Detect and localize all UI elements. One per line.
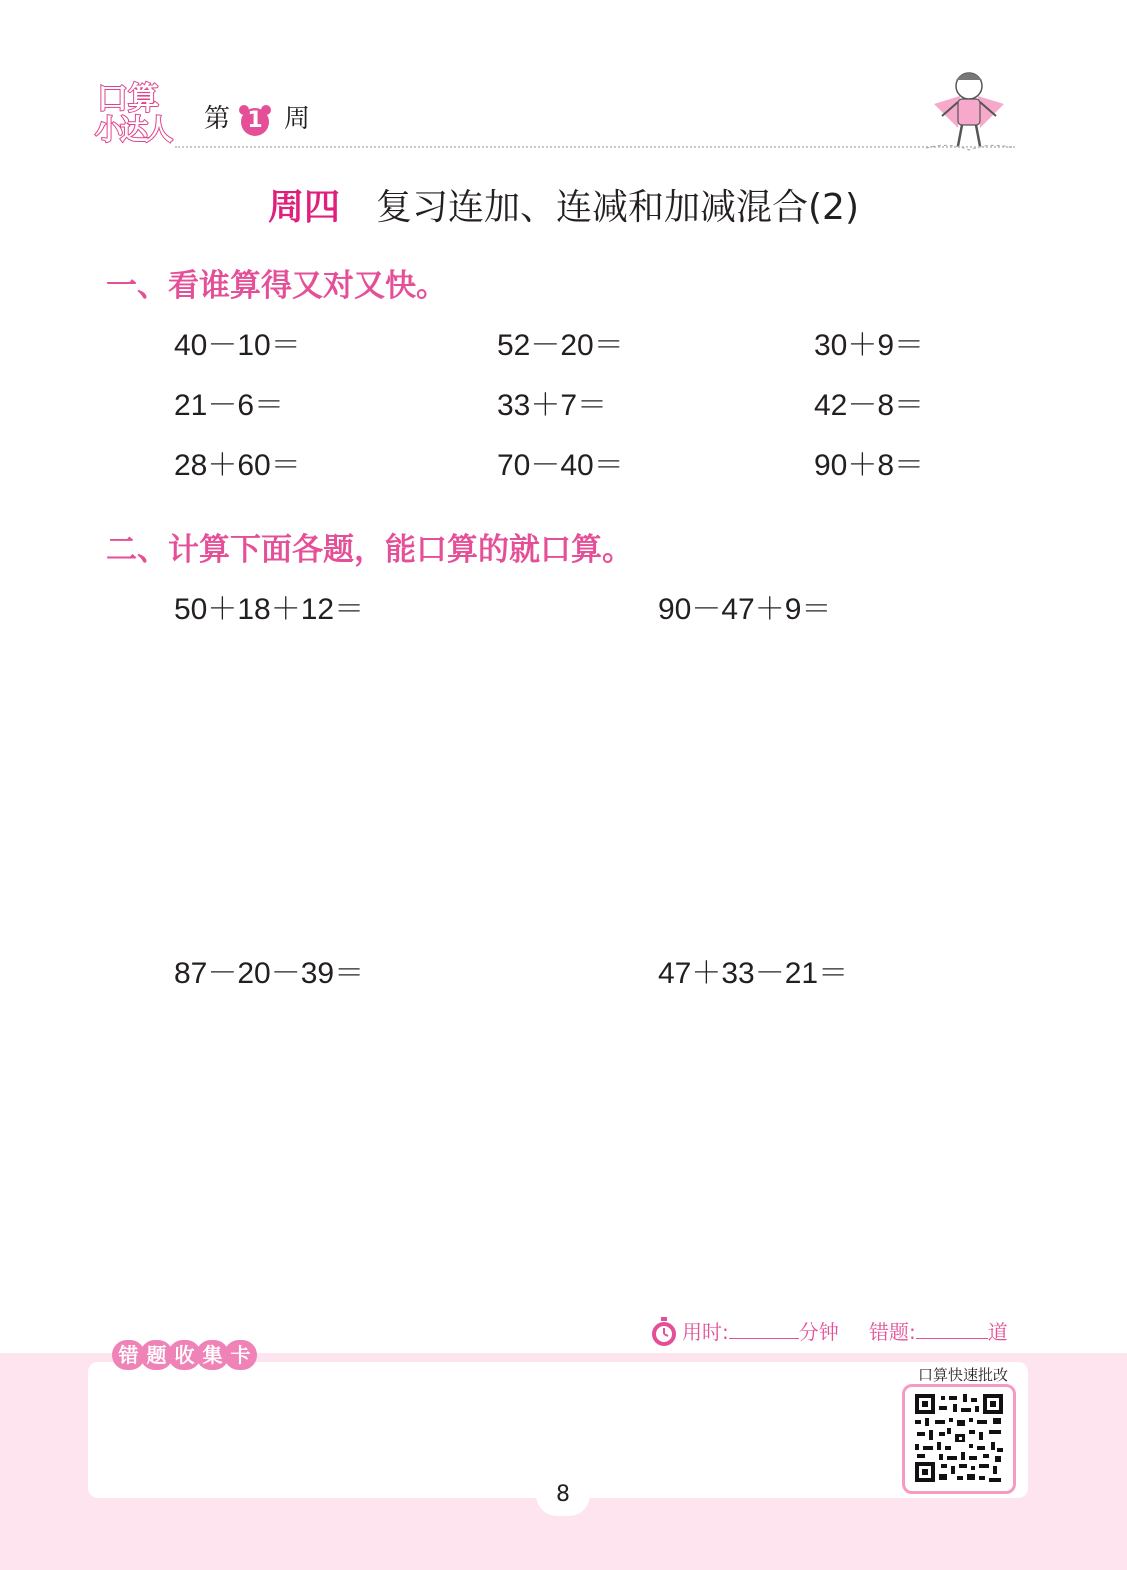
- section2-heading: 二、计算下面各题，能口算的就口算。: [106, 532, 633, 568]
- qr-label: 口算快速批改: [917, 1366, 1008, 1384]
- problem: 30＋9＝: [814, 329, 925, 362]
- logo-line1: 口算: [97, 81, 159, 117]
- title-text: 复习连加、连减和加减混合(2): [376, 187, 859, 228]
- page-title: [0, 186, 1127, 230]
- time-unit: 分钟: [798, 1320, 839, 1344]
- problem: 87－20－39＝: [174, 957, 365, 990]
- card-title-char: 错: [118, 1343, 139, 1367]
- card-title-char: 集: [202, 1343, 223, 1367]
- problem: 50＋18＋12＝: [174, 593, 365, 626]
- problem: 42－8＝: [814, 389, 925, 422]
- errors-unit: 道: [987, 1320, 1008, 1344]
- section1-heading: 一、看谁算得又对又快。: [106, 268, 447, 304]
- logo-line2: 小达人: [95, 113, 171, 146]
- card-title-char: 题: [146, 1343, 167, 1367]
- qr-frame: [902, 1384, 1016, 1494]
- superhero-mascot-icon: [920, 66, 1018, 158]
- problem: 28＋60＝: [174, 449, 301, 482]
- brand-logo: [95, 81, 177, 150]
- week-number: 1: [247, 108, 263, 133]
- time-record: [682, 1318, 839, 1346]
- error-record: [869, 1318, 1008, 1346]
- problem: 70－40＝: [497, 449, 624, 482]
- week-suffix: 周: [284, 104, 311, 134]
- problem: 40－10＝: [174, 329, 301, 362]
- header-divider: [175, 146, 1015, 148]
- stopwatch-icon: [650, 1317, 678, 1347]
- time-label: 用时:: [682, 1320, 729, 1344]
- week-badge: [237, 104, 273, 137]
- errors-label: 错题:: [869, 1320, 916, 1344]
- title-day: 周四: [267, 187, 340, 228]
- problem: 33＋7＝: [497, 389, 608, 422]
- problem: 47＋33－21＝: [658, 957, 849, 990]
- card-title-char: 收: [174, 1343, 195, 1367]
- problem: 21－6＝: [174, 389, 285, 422]
- page-number: 8: [556, 1482, 570, 1507]
- week-prefix: 第: [204, 104, 231, 134]
- problem: 90＋8＝: [814, 449, 925, 482]
- problem: 90－47＋9＝: [658, 593, 832, 626]
- qr-code-icon[interactable]: [913, 1392, 1005, 1484]
- errors-blank[interactable]: [916, 1320, 988, 1339]
- card-title-char: 卡: [230, 1343, 251, 1367]
- problem: 52－20＝: [497, 329, 624, 362]
- time-blank[interactable]: [729, 1320, 799, 1339]
